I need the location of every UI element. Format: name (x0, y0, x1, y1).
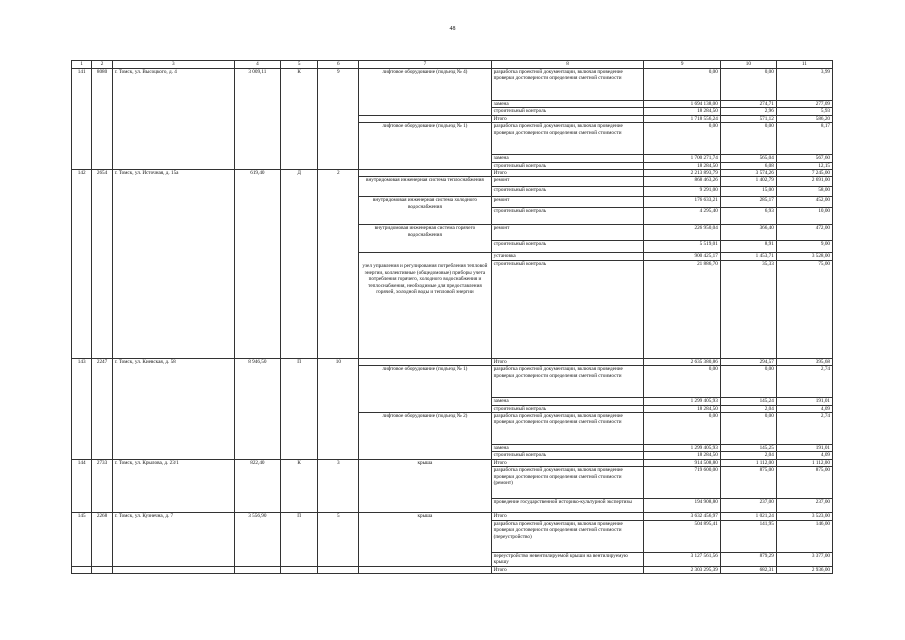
work-type: лифтовое оборудование (подъезд № 1) (359, 123, 491, 170)
cost-value: 1 299 405,93 (644, 445, 720, 452)
cost-value: 1 700 271,74 (644, 155, 720, 162)
max-cost-value: 75,00 (776, 260, 832, 358)
max-cost-value: 2,74 (776, 366, 832, 398)
empty-cell (359, 566, 491, 573)
work-name: Итого (491, 115, 644, 122)
col-header: 5 (280, 61, 318, 69)
cost-value: 900 425,17 (644, 253, 720, 260)
table-row (72, 513, 833, 520)
work-type: узел управления и регулирования потребления тепловой энергии, коллективные (общедомовые) приборы учета потребления горячего, холодного водоснабжения и теплоснабжения, необходимые для предоставления горячей, холодной воды и тепловой энергии (359, 253, 491, 358)
unit-cost-value: 141,95 (720, 520, 776, 552)
work-type-empty (359, 358, 491, 365)
col-header: 8 (491, 61, 644, 69)
max-cost-value: 277,09 (776, 101, 832, 108)
cost-value: 719 600,00 (644, 467, 720, 499)
unit-cost-value: 145,24 (720, 398, 776, 405)
work-name: строительный контроль (491, 162, 644, 169)
cost-value: 18 284,50 (644, 405, 720, 412)
max-cost-value: 3 528,00 (776, 253, 832, 260)
cost-value: 18 284,50 (644, 162, 720, 169)
max-cost-value: 237,00 (776, 499, 832, 513)
work-name: замена (491, 398, 644, 405)
unit-cost-value: 35,33 (720, 260, 776, 358)
unit-cost-value: 8,91 (720, 241, 776, 253)
unit-cost-value: 274,71 (720, 101, 776, 108)
max-cost-value: 2 691,00 (776, 177, 832, 187)
table-row (72, 358, 833, 365)
unit-cost-value: 1 453,71 (720, 253, 776, 260)
unit-cost-value: 3 574,26 (720, 170, 776, 177)
cost-value: 2 635 380,86 (644, 358, 720, 365)
work-name: переустройство невентилируемой крыши на вентилируемую крышу (491, 552, 644, 566)
table-row (72, 566, 833, 573)
address: г. Томск, ул. Источная, д. 15а (112, 170, 234, 359)
work-name: проведение государственной историко-культурной экспертизы (491, 499, 644, 513)
unit-cost-value: 875,00 (720, 467, 776, 499)
empty-cell (92, 566, 112, 573)
cost-value: 2 303 295,39 (644, 566, 720, 573)
col-header: 9 (644, 61, 720, 69)
address: г. Томск, ул. Высоцкого, д. 4 (112, 69, 234, 170)
unit-cost-value: 1 402,79 (720, 177, 776, 187)
col-header: 6 (318, 61, 359, 69)
cost-value: 504 895,41 (644, 520, 720, 552)
column-number-row (72, 61, 833, 69)
work-name: Итого (491, 358, 644, 365)
unit-cost-value: 237,00 (720, 499, 776, 513)
max-cost-value: 875,00 (776, 467, 832, 499)
empty-cell (72, 566, 92, 573)
area: 619,40 (234, 170, 280, 359)
cost-value: 4 295,40 (644, 208, 720, 225)
work-name: строительный контроль (491, 241, 644, 253)
max-cost-value: 472,00 (776, 225, 832, 241)
col-header: 2 (92, 61, 112, 69)
unit-cost-value: 6,93 (720, 208, 776, 225)
cost-value: 0,00 (644, 413, 720, 445)
building-type: Д (280, 170, 318, 359)
cost-value: 0,00 (644, 69, 720, 101)
work-name: строительный контроль (491, 187, 644, 197)
col-header: 4 (234, 61, 280, 69)
work-name: строительный контроль (491, 405, 644, 412)
work-type-empty (359, 170, 491, 177)
work-name: ремонт (491, 197, 644, 208)
capital-repair-table (71, 60, 833, 574)
empty-cell (318, 566, 359, 573)
max-cost-value: 395,68 (776, 358, 832, 365)
max-cost-value: 4,09 (776, 452, 832, 459)
unit-cost-value: 15,00 (720, 187, 776, 197)
unit-cost-value: 2,04 (720, 405, 776, 412)
unit-cost-value: 1 021,24 (720, 513, 776, 520)
work-name: ремонт (491, 177, 644, 187)
work-name: строительный контроль (491, 108, 644, 115)
max-cost-value: 1 112,00 (776, 459, 832, 466)
building-type: П (280, 358, 318, 459)
unit-cost-value: 2,04 (720, 452, 776, 459)
unit-cost-value: 682,31 (720, 566, 776, 573)
cost-value: 3 127 561,56 (644, 552, 720, 566)
work-type: лифтовое оборудование (подъезд № 2) (359, 413, 491, 460)
empty-cell (112, 566, 234, 573)
building-code: 2733 (92, 459, 112, 512)
col-header: 11 (776, 61, 832, 69)
address: г. Томск, ул. Кузнечна, д. 7 (112, 513, 234, 566)
cost-value: 1 694 138,00 (644, 101, 720, 108)
cost-value: 2 213 893,79 (644, 170, 720, 177)
unit-cost-value: 366,40 (720, 225, 776, 241)
max-cost-value: 2 936,00 (776, 566, 832, 573)
cost-value: 226 950,04 (644, 225, 720, 241)
cost-value: 21 886,70 (644, 260, 720, 358)
work-name: Итого (491, 566, 644, 573)
building-code: 8080 (92, 69, 112, 170)
max-cost-value: 3 377,00 (776, 552, 832, 566)
cost-value: 0,00 (644, 366, 720, 398)
cost-value: 3 632 456,97 (644, 513, 720, 520)
cost-value: 1 718 556,24 (644, 115, 720, 122)
work-type: крыша (359, 513, 491, 566)
building-type: К (280, 459, 318, 512)
col-header: 1 (72, 61, 92, 69)
row-number: 145 (72, 513, 92, 566)
max-cost-value: 10,00 (776, 208, 832, 225)
cost-value: 176 633,21 (644, 197, 720, 208)
work-name: разработка проектной документации, включая проведение проверки достоверности определения сметной стоимости (переустройство) (491, 520, 644, 552)
work-name: разработка проектной документации, включая проведение проверки достоверности определения сметной стоимости (491, 69, 644, 101)
work-name: ремонт (491, 225, 644, 241)
work-name: строительный контроль (491, 208, 644, 225)
cost-value: 18 284,50 (644, 452, 720, 459)
work-name: Итого (491, 513, 644, 520)
work-name: Итого (491, 170, 644, 177)
unit-cost-value: 565,04 (720, 155, 776, 162)
work-name: разработка проектной документации, включая проведение проверки достоверности определения сметной стоимости (ремонт) (491, 467, 644, 499)
max-cost-value: 586,20 (776, 115, 832, 122)
unit-cost-value: 0,00 (720, 123, 776, 155)
max-cost-value: 4,09 (776, 405, 832, 412)
work-name: разработка проектной документации, включая проведение проверки достоверности определения сметной стоимости (491, 123, 644, 155)
page-number: 48 (449, 26, 456, 32)
area: 8 946,50 (234, 358, 280, 459)
table-row (72, 170, 833, 177)
cost-value: 0,00 (644, 123, 720, 155)
work-name: установка (491, 253, 644, 260)
building-type: П (280, 513, 318, 566)
work-type: крыша (359, 459, 491, 512)
unit-cost-value: 285,17 (720, 197, 776, 208)
unit-cost-value: 6,08 (720, 162, 776, 169)
work-type: лифтовое оборудование (подъезд № 4) (359, 69, 491, 116)
max-cost-value: 12,15 (776, 162, 832, 169)
max-cost-value: 9,00 (776, 241, 832, 253)
cost-value: 868 463,26 (644, 177, 720, 187)
work-name: строительный контроль (491, 260, 644, 358)
max-cost-value: 191,01 (776, 398, 832, 405)
work-name: замена (491, 445, 644, 452)
cost-value: 18 284,50 (644, 108, 720, 115)
unit-cost-value: 0,00 (720, 413, 776, 445)
building-code: 2268 (92, 513, 112, 566)
max-cost-value: 567,60 (776, 155, 832, 162)
unit-cost-value: 145,25 (720, 445, 776, 452)
cost-value: 914 508,80 (644, 459, 720, 466)
floors: 3 (318, 459, 359, 512)
cost-value: 9 291,00 (644, 187, 720, 197)
empty-cell (280, 566, 318, 573)
empty-cell (234, 566, 280, 573)
max-cost-value: 452,00 (776, 197, 832, 208)
building-type: К (280, 69, 318, 170)
unit-cost-value: 0,00 (720, 69, 776, 101)
unit-cost-value: 1 112,00 (720, 459, 776, 466)
cost-value: 194 908,80 (644, 499, 720, 513)
work-name: замена (491, 101, 644, 108)
max-cost-value: 3,99 (776, 69, 832, 101)
row-number: 144 (72, 459, 92, 512)
work-name: замена (491, 155, 644, 162)
cost-value: 5 519,01 (644, 241, 720, 253)
table-row (72, 69, 833, 101)
row-number: 143 (72, 358, 92, 459)
address: г. Томск, ул. Крылова, д. 23/1 (112, 459, 234, 512)
area: 822,40 (234, 459, 280, 512)
floors: 2 (318, 170, 359, 359)
work-type: внутридомовая инженерная система теплоснабжения (359, 177, 491, 197)
floors: 5 (318, 513, 359, 566)
work-name: Итого (491, 459, 644, 466)
work-name: разработка проектной документации, включая проведение проверки достоверности определения сметной стоимости (491, 413, 644, 445)
area: 3 556,90 (234, 513, 280, 566)
col-header: 3 (112, 61, 234, 69)
work-name: строительный контроль (491, 452, 644, 459)
row-number: 141 (72, 69, 92, 170)
max-cost-value: 7 245,00 (776, 170, 832, 177)
work-type-empty (359, 115, 491, 122)
max-cost-value: 58,00 (776, 187, 832, 197)
max-cost-value: 3 523,00 (776, 513, 832, 520)
unit-cost-value: 0,00 (720, 366, 776, 398)
floors: 9 (318, 69, 359, 170)
row-number: 142 (72, 170, 92, 359)
work-name: разработка проектной документации, включая проведение проверки достоверности определения сметной стоимости (491, 366, 644, 398)
max-cost-value: 8,17 (776, 123, 832, 155)
max-cost-value: 2,74 (776, 413, 832, 445)
address: г. Томск, ул. Киевская, д. 58 (112, 358, 234, 459)
cost-value: 1 299 405,93 (644, 398, 720, 405)
unit-cost-value: 879,29 (720, 552, 776, 566)
unit-cost-value: 2,96 (720, 108, 776, 115)
col-header: 10 (720, 61, 776, 69)
col-header: 7 (359, 61, 491, 69)
floors: 10 (318, 358, 359, 459)
unit-cost-value: 294,57 (720, 358, 776, 365)
area: 3 009,11 (234, 69, 280, 170)
max-cost-value: 191,01 (776, 445, 832, 452)
work-type: внутридомовая инженерная система холодного водоснабжения (359, 197, 491, 225)
max-cost-value: 146,00 (776, 520, 832, 552)
building-code: 2247 (92, 358, 112, 459)
work-type: лифтовое оборудование (подъезд № 1) (359, 366, 491, 413)
table-row (72, 459, 833, 466)
max-cost-value: 5,93 (776, 108, 832, 115)
unit-cost-value: 571,12 (720, 115, 776, 122)
building-code: 2654 (92, 170, 112, 359)
work-type: внутридомовая инженерная система горячего водоснабжения (359, 225, 491, 253)
